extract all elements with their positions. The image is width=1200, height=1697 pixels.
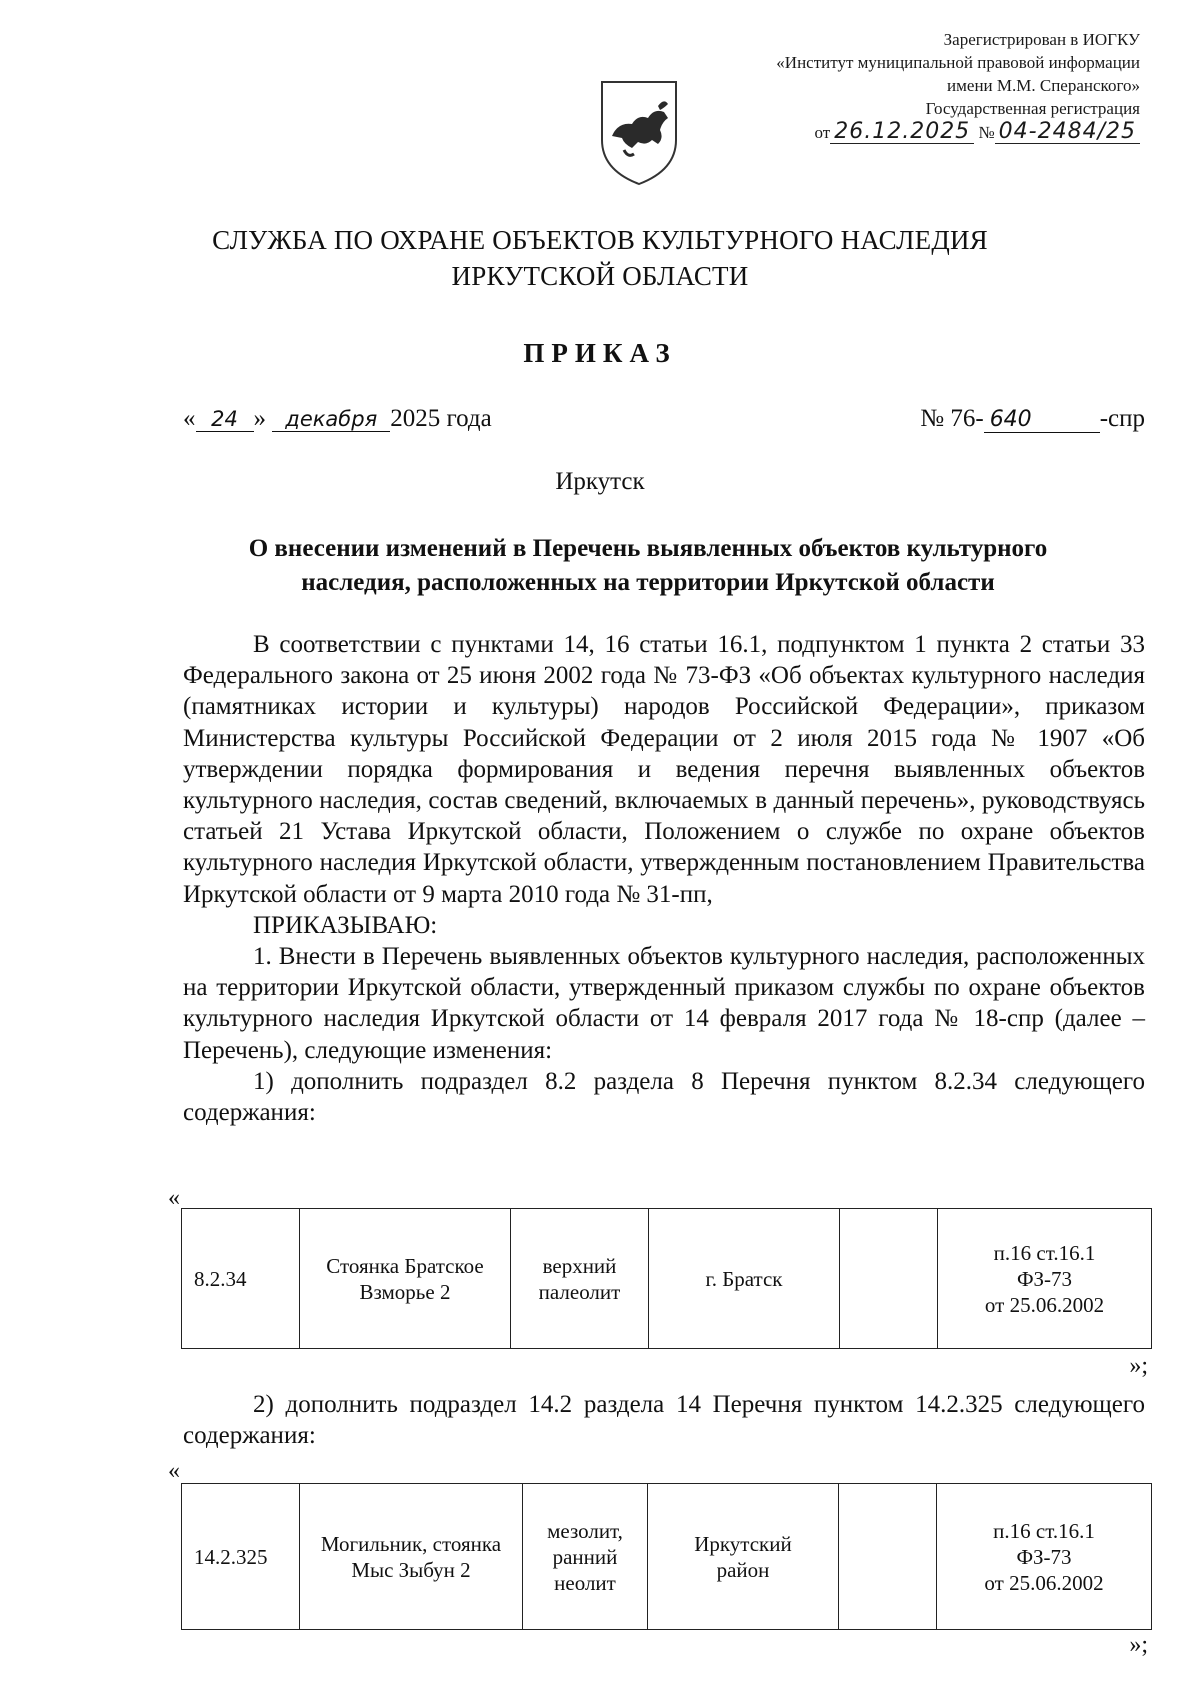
entry-period-line-1: мезолит,: [547, 1518, 623, 1543]
table-row: [182, 1484, 1152, 1630]
subitem-1-paragraph: 1) дополнить подраздел 8.2 раздела 8 Перечня пунктом 8.2.34 следующего содержания:: [183, 1067, 1145, 1127]
document-type: ПРИКАЗ: [523, 338, 677, 368]
entry-period: [511, 1209, 649, 1349]
date-close-quote: »: [253, 405, 266, 432]
order-subject: [183, 532, 1113, 600]
agency-name-line-2: ИРКУТСКОЙ ОБЛАСТИ: [451, 261, 749, 291]
registration-from-label: от: [814, 123, 831, 142]
registration-no-label: №: [978, 123, 995, 142]
table-2-close-quote: »;: [1129, 1632, 1148, 1658]
city: Иркутск: [555, 468, 645, 495]
agency-name-line-1: СЛУЖБА ПО ОХРАНЕ ОБЪЕКТОВ КУЛЬТУРНОГО НАСЛЕДИЯ: [212, 225, 988, 255]
order-word: ПРИКАЗЫВАЮ:: [253, 911, 438, 939]
entry-empty-cell: [840, 1209, 938, 1349]
registration-stamp: [776, 28, 1140, 144]
coat-of-arms-icon: [598, 78, 680, 188]
entry-name-line-2: Мыс Зыбун 2: [351, 1557, 471, 1582]
entry-number: 8.2.34: [182, 1209, 300, 1349]
order-number: [920, 405, 1145, 433]
entry-basis-line-3: от 25.06.2002: [984, 1570, 1104, 1595]
entry-name: [300, 1484, 523, 1630]
registration-number-line: [776, 120, 1140, 144]
entry-period-line-1: верхний: [542, 1253, 617, 1278]
order-number-suffix: -спр: [1099, 405, 1145, 432]
entry-basis-line-2: ФЗ-73: [1016, 1266, 1073, 1291]
entry-empty-cell: [839, 1484, 937, 1630]
registration-number: 04-2484/25: [995, 120, 1140, 144]
order-body: [183, 629, 1145, 1128]
table-row: [182, 1209, 1152, 1349]
entry-number: 14.2.325: [182, 1484, 300, 1630]
table-1-close-quote: »;: [1129, 1353, 1148, 1379]
date-month: декабря: [272, 407, 390, 432]
entry-name-line-2: Взморье 2: [359, 1279, 451, 1304]
entry-location-line-2: район: [716, 1557, 770, 1582]
order-number-value: 640: [984, 407, 1100, 433]
date-open-quote: «: [183, 405, 196, 432]
entry-period-line-3: неолит: [554, 1570, 616, 1595]
entry-location: г. Братск: [649, 1209, 840, 1349]
entry-location: [648, 1484, 839, 1630]
date-year: 2025 года: [390, 405, 492, 432]
entry-location-line-1: Иркутский: [694, 1531, 792, 1556]
registration-line-2: «Институт муниципальной правовой информации: [776, 53, 1140, 72]
registration-line-3: имени М.М. Сперанского»: [947, 76, 1140, 95]
agency-name: [0, 222, 1200, 294]
item-1-paragraph: 1. Внести в Перечень выявленных объектов культурного наследия, расположенных на территории Иркутской области, утвержденный приказом службы по охране объектов культурного наследия Иркутской области от 14 февраля 2017 года № 18-спр (далее – Перечень), следующие изменения:: [183, 943, 1145, 1064]
table-1-open-quote: «: [168, 1185, 180, 1211]
order-subject-line-1: О внесении изменений в Перечень выявленных объектов культурного: [248, 535, 1048, 562]
entry-name-line-1: Стоянка Братское: [326, 1253, 484, 1278]
entry-period-line-2: ранний: [552, 1544, 618, 1569]
order-date: [183, 405, 492, 433]
registration-date: 26.12.2025: [830, 120, 974, 144]
entry-basis-line-3: от 25.06.2002: [984, 1292, 1105, 1317]
entry-name: [300, 1209, 511, 1349]
entry-basis-line-1: п.16 ст.16.1: [993, 1518, 1095, 1543]
entry-period: [523, 1484, 648, 1630]
order-number-prefix: № 76-: [920, 405, 984, 432]
entry-basis: [938, 1209, 1152, 1349]
entry-basis-line-1: п.16 ст.16.1: [993, 1240, 1096, 1265]
order-body-continued: [183, 1389, 1145, 1451]
entry-basis-line-2: ФЗ-73: [1016, 1544, 1072, 1569]
entry-name-line-1: Могильник, стоянка: [320, 1531, 502, 1556]
order-subject-line-2: наследия, расположенных на территории Иркутской области: [301, 569, 995, 596]
registration-line-1: Зарегистрирован в ИОГКУ: [943, 30, 1140, 49]
registration-line-4: Государственная регистрация: [925, 99, 1140, 118]
list-entry-table-2: [181, 1483, 1152, 1630]
subitem-2-paragraph: 2) дополнить подраздел 14.2 раздела 14 Перечня пунктом 14.2.325 следующего содержания:: [183, 1391, 1145, 1450]
table-2-open-quote: «: [168, 1458, 180, 1484]
preamble-paragraph: В соответствии с пунктами 14, 16 статьи 16.1, подпунктом 1 пункта 2 статьи 33 Федерального закона от 25 июня 2002 года № 73-ФЗ «Об объектах культурного наследия (памятниках истории и культуры) народов Российской Федерации», приказом Министерства культуры Российской Федерации от 2 июля 2015 года № 1907 «Об утверждении порядка формирования и ведения перечня выявленных объектов культурного наследия, состав сведений, включаемых в данный перечень», руководствуясь статьей 21 Устава Иркутской области, Положением о службе по охране объектов культурного наследия Иркутской области, утвержденным постановлением Правительства Иркутской области от 9 марта 2010 года № 31-пп,: [183, 631, 1145, 908]
entry-basis: [937, 1484, 1152, 1630]
entry-period-line-2: палеолит: [538, 1279, 621, 1304]
list-entry-table-1: [181, 1208, 1152, 1349]
date-day: 24: [196, 407, 254, 432]
